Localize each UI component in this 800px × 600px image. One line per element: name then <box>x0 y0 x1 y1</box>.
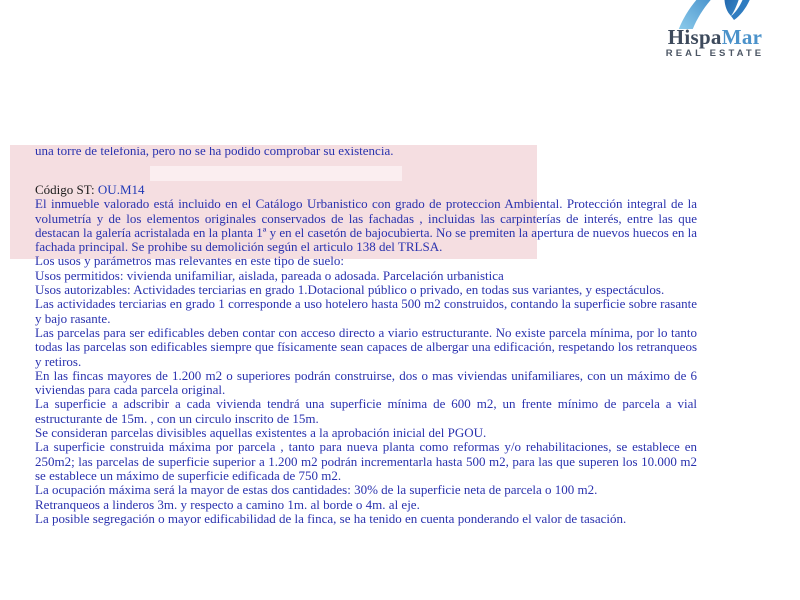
document-paragraph: Usos autorizables: Actividades terciarias en grado 1.Dotacional público o privado, en todas sus variantes, y espectáculos. <box>35 282 665 298</box>
clipped-top-line: una torre de telefonía, pero no se ha podido comprobar su existencia. <box>35 147 394 158</box>
document-paragraph: En las fincas mayores de 1.200 m2 o superiores podrán construirse, dos o mas viviendas unifamiliares, con un máximo de 6 viviendas para cada parcela original. <box>35 367 697 398</box>
document-paragraph: Usos permitidos: vivienda unifamiliar, aislada, pareada o adosada. Parcelación urbanistica <box>35 267 504 283</box>
document-paragraph: Retranqueos a linderos 3m. y respecto a camino 1m. al borde o 4m. al eje. <box>35 496 420 512</box>
document-paragraph: La posible segregación o mayor edificabilidad de la finca, se ha tenido en cuenta ponderando el valor de tasación. <box>35 510 627 526</box>
document-paragraph: Los usos y parámetros mas relevantes en este tipo de suelo: <box>35 253 345 269</box>
codigo-line <box>35 183 697 197</box>
paragraph-list <box>35 197 697 526</box>
brand-name-primary: Hispa <box>667 25 722 49</box>
document-paragraph: Las parcelas para ser edificables deben contar con acceso directo a viario estructurante. No existe parcela mínima, por lo tanto todas las parcelas son edificables siempre que físicamente sean capaces de albergar una edificación, respetando los retranqueos y retiros. <box>35 324 697 369</box>
document-paragraph: La ocupación máxima será la mayor de estas dos cantidades: 30% de la superficie neta de parcela o 100 m2. <box>35 482 598 498</box>
brand-name <box>640 27 790 48</box>
document-paragraph: La superficie a adscribir a cada vivienda tendrá una superficie mínima de 600 m2, un frente mínimo de parcela a vial estructurante de 15m. , con un circulo inscrito de 15m. <box>35 396 697 426</box>
document-paragraph: Las actividades terciarias en grado 1 corresponde a uso hotelero hasta 500 m2 construidos, contando la superficie sobre rasante y bajo rasante. <box>35 296 697 326</box>
codigo-label: Código ST: <box>35 182 95 197</box>
brand-name-secondary: Mar <box>721 25 763 49</box>
codigo-value: OU.M14 <box>97 182 145 197</box>
brand-subtitle: REAL ESTATE <box>665 48 765 59</box>
document-paragraph: El inmueble valorado está incluido en el Catálogo Urbanistico con grado de proteccion Ambiental. Protección integral de la volumetría y de los elementos originales conservados de las fachadas , incluidas las carpinterías de interés, entre las que destacan la galería acristalada en la planta 1ª y en el casetón de bajocubierta. No se premiten la apertura de nuevos huecos en la fachada principal. Se prohibe su demolición según el articulo 138 del TRLSA. <box>35 196 697 255</box>
document-paragraph: Se consideran parcelas divisibles aquellas existentes a la aprobación inicial del PGOU. <box>35 425 487 441</box>
document-body <box>35 147 697 526</box>
document-paragraph: La superficie construida máxima por parcela , tanto para nueva planta como reformas y/o rehabilitaciones, se establece en 250m2; las parcelas de superficie superior a 1.200 m2 podrán incrementarla hasta 500 m2, para las que superen los 10.000 m2 se establece un máximo de superficie edificada de 750 m2. <box>35 439 697 483</box>
